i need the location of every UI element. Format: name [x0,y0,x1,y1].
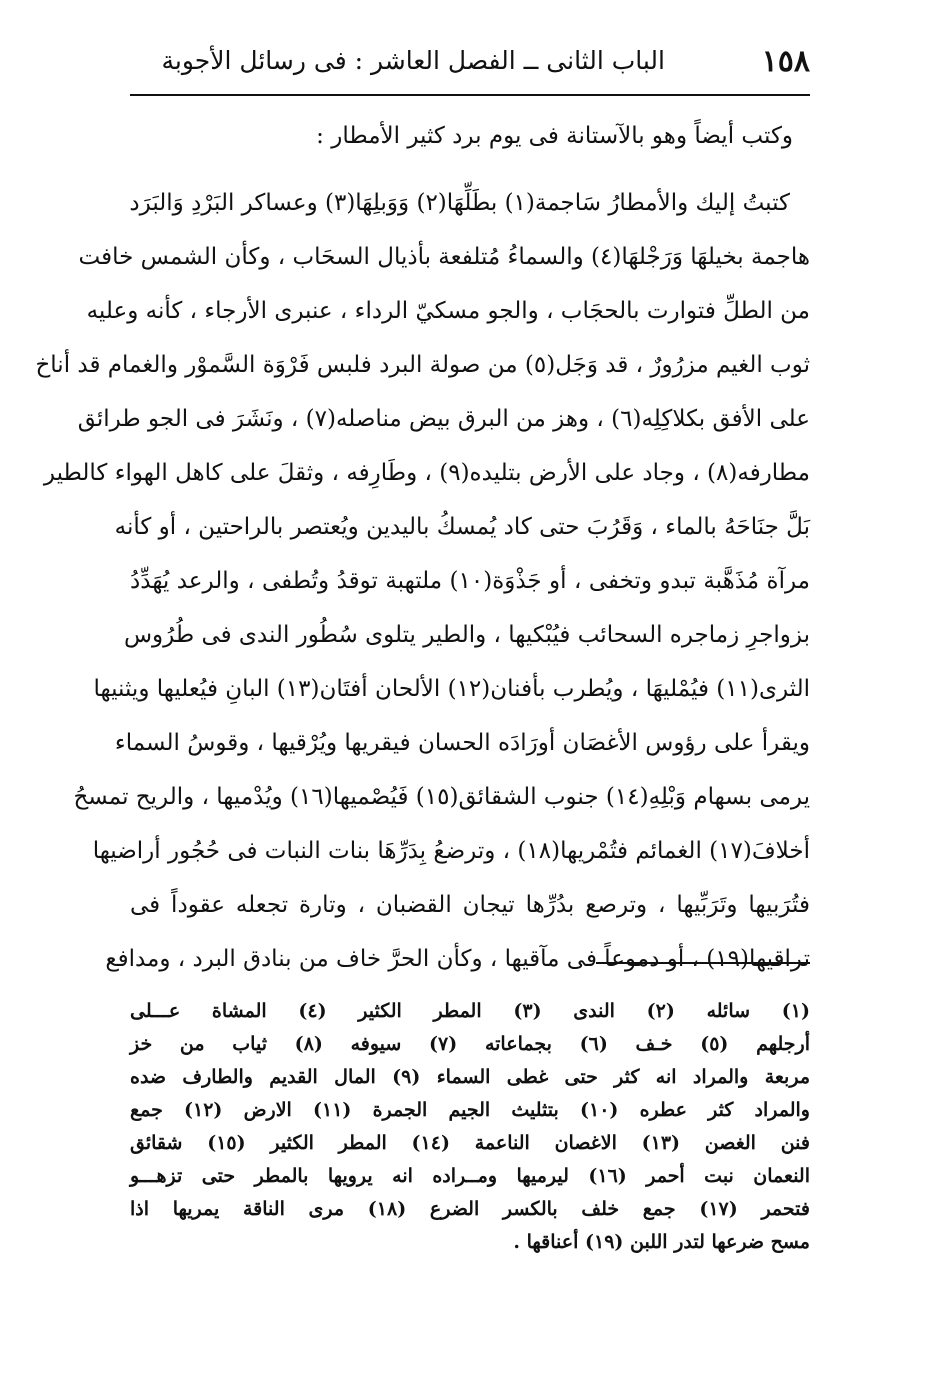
body-line: فتُرَبيها وتَرَبِّيها ، وترصع بدُرِّها تيجان القضبان ، وتارة تجعله عقوداً فى [130,892,810,918]
page-number: ١٥٨ [761,44,810,79]
footnote-line: أرجلهم (٥) خـف (٦) بجماعاته (٧) سيوفه (٨) ثياب من خز [130,1033,810,1055]
page-header [130,40,810,92]
body-line: الثرى(١١) فيُمْليهَا ، ويُطرب بأفنان(١٢) الألحان أفتَان(١٣) البانِ فيُعليها ويثنيها [93,676,810,702]
body-line: ويقرأ على رؤوس الأغصَان أورَادَه الحسان فيقريها ويُرْقيها ، وقوسُ السماء [114,730,810,756]
body-line: أخلافَ(١٧) الغمائم فتُمْريها(١٨) ، وترضعُ بِدَرِّهَا بنات النبات فى حُجُور أراضيها [92,838,810,864]
header-rule [130,94,810,96]
body-line: هاجمة بخيلهَا وَرَجْلهَا(٤) والسماءُ مُتلفعة بأذيال السحَاب ، وكأن الشمس خافت [78,244,810,270]
body-line: مرآة مُذَهَّبة تبدو وتخفى ، أو جَذْوَة(١٠) ملتهبة توقدُ وتُطفى ، والرعد يُهَدِّدُ [130,568,810,594]
footnote-line: (١) سائله (٢) الندى (٣) المطر الكثير (٤) المشاة عـــلى [130,1000,810,1022]
body-line: على الأفق بكلاكِلِه(٦) ، وهز من البرق بيض مناصله(٧) ، ونَشَرَ فى الجو طرائق [77,406,810,432]
footnote-line: والمراد كثر عطره (١٠) بتثليث الجيم الجمرة (١١) الارض (١٢) جمع [130,1099,810,1121]
body-line: من الطلِّ فتوارت بالحجَاب ، والجو مسكيّ الرداء ، عنبرى الأرجاء ، كأنه وعليه [86,298,810,324]
body-text [35,176,810,986]
footnote-line: النعمان نبت أحمر (١٦) ليرميها ومــراده انه يرويها بالمطر حتى تزهـــو [130,1165,810,1187]
footnote-line: مسح ضرعها لتدر اللبن (١٩) أعناقها . [513,1231,810,1253]
body-line: ثوب الغيم مزرُورٌ ، قد وَجَل(٥) من صولة البرد فلبس فَرْوَة السَّموْر والغمام قد أناخ [35,352,810,378]
running-title: الباب الثانى ــ الفصل العاشر : فى رسائل الأجوبة [161,46,665,75]
footnote-line: فنن الغصن (١٣) الاغصان الناعمة (١٤) المطر الكثير (١٥) شقائق [130,1132,810,1154]
footnote-rule [596,962,810,964]
body-line: بزواجرِ زماجره السحائب فيُبْكيها ، والطير يتلوى سُطُور الندى فى طُرُوس [123,622,810,648]
footnotes [130,995,810,1259]
body-line: يرمى بسهام وَبْلِهِ(١٤) جنوب الشقائق(١٥) فَيُصْميها(١٦) ويُدْميها ، والريح تمسحُ [73,784,810,810]
body-line: كتبتُ إليك والأمطارُ سَاجمة(١) بطَلِّهَا(٢) وَوَبلِهَا(٣) وعساكر البَرْدِ وَالبَرَد [129,190,790,216]
body-line: تراقيها(١٩) ، أو دموعاً فى مآقيها ، وكأن الحرَّ خاف من بنادق البرد ، ومدافع [105,946,810,972]
footnote-line: مربعة والمراد انه كثر حتى غطى السماء (٩) المال القديم والطارف ضده [130,1066,810,1088]
intro-line: وكتب أيضاً وهو بالآستانة فى يوم برد كثير الأمطار : [316,123,793,149]
body-line: بَلَّ جنَاحَهُ بالماء ، وَقَرُبَ حتى كاد يُمسكُ باليدين ويُعتصر بالراحتين ، أو كأنه [114,514,810,540]
body-line: مطارفه(٨) ، وجاد على الأرض بتليده(٩) ، وطَارِفه ، وثقلَ على كاهل الهواء كالطير [43,460,810,486]
footnote-line: فتحمر (١٧) جمع خلف بالكسر الضرع (١٨) مرى الناقة يمريها اذا [130,1198,810,1220]
